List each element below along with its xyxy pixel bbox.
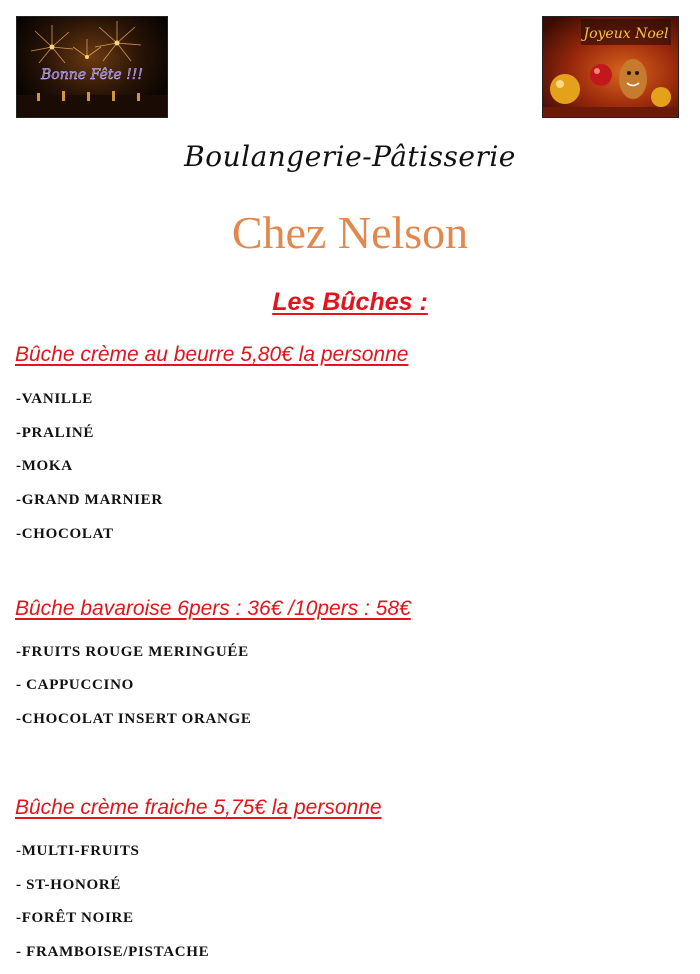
menu-item: -CHOCOLAT bbox=[16, 526, 114, 542]
menu-item: -MOKA bbox=[16, 458, 73, 474]
menu-item: - ST-HONORÉ bbox=[16, 877, 122, 893]
section-title: Les Bûches : bbox=[272, 288, 428, 316]
shop-name: Chez Nelson bbox=[231, 207, 469, 258]
fireworks-illustration bbox=[17, 17, 167, 117]
shop-subtitle: Boulangerie-Pâtisserie bbox=[184, 140, 516, 173]
menu-item: - FRAMBOISE/PISTACHE bbox=[16, 944, 210, 960]
menu-item: - CAPPUCCINO bbox=[16, 677, 134, 693]
menu-item: -PRALINÉ bbox=[16, 425, 95, 441]
category-heading: Bûche crème fraiche 5,75€ la personne bbox=[15, 796, 382, 819]
category-heading: Bûche bavaroise 6pers : 36€ /10pers : 58€ bbox=[15, 597, 411, 620]
menu-item: -MULTI-FRUITS bbox=[16, 843, 140, 859]
menu-item: -GRAND MARNIER bbox=[16, 492, 163, 508]
menu-item: -CHOCOLAT INSERT ORANGE bbox=[16, 711, 252, 727]
menu-item: -FORÊT NOIRE bbox=[16, 910, 134, 926]
christmas-illustration bbox=[543, 17, 678, 117]
menu-item: -FRUITS ROUGE MERINGUÉE bbox=[16, 644, 249, 660]
fireworks-image bbox=[16, 16, 168, 118]
category-heading: Bûche crème au beurre 5,80€ la personne bbox=[15, 343, 409, 366]
fireworks-caption: Bonne Fête !!! bbox=[41, 67, 143, 83]
christmas-image bbox=[542, 16, 679, 118]
menu-item: -VANILLE bbox=[16, 391, 94, 407]
christmas-caption: Joyeux Noel bbox=[583, 26, 669, 42]
